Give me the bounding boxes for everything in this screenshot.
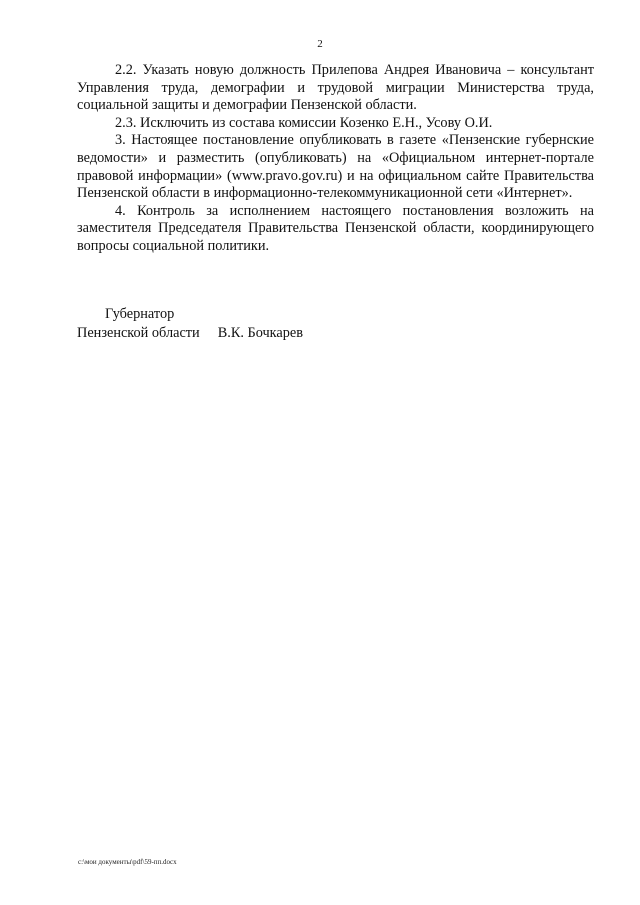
- signature-title: Губернатор: [105, 306, 175, 322]
- paragraph-3: 3. Настоящее постановление опубликовать в газете «Пензенские губернские ведомости» и разместить (опубликовать) на «Официальном интернет-портале правовой информации» (www.pravo.gov.ru) и на официальном сайте Правительства Пензенской области в информационно-телекоммуникационной сети «Интернет».: [77, 132, 594, 202]
- paragraph-2-3: 2.3. Исключить из состава комиссии Козенко Е.Н., Усову О.И.: [115, 114, 493, 131]
- document-body: [77, 62, 594, 256]
- signature-region: Пензенской области: [77, 325, 200, 341]
- paragraph-4: 4. Контроль за исполнением настоящего постановления возложить на заместителя Председателя Правительства Пензенской области, координирующего вопросы социальной политики.: [77, 202, 594, 254]
- paragraph-2-2: 2.2. Указать новую должность Прилепова Андрея Ивановича – консультант Управления труда, демографии и трудовой миграции Министерства труда, социальной защиты и демографии Пензенской области.: [77, 62, 594, 114]
- footer-file-path: c:\мои документы\pdf\59-пп.docx: [78, 858, 177, 866]
- page-number: 2: [317, 38, 323, 50]
- signatory-name: В.К. Бочкарев: [217, 325, 303, 341]
- signature-row: [77, 324, 477, 343]
- signature-block: [77, 305, 477, 343]
